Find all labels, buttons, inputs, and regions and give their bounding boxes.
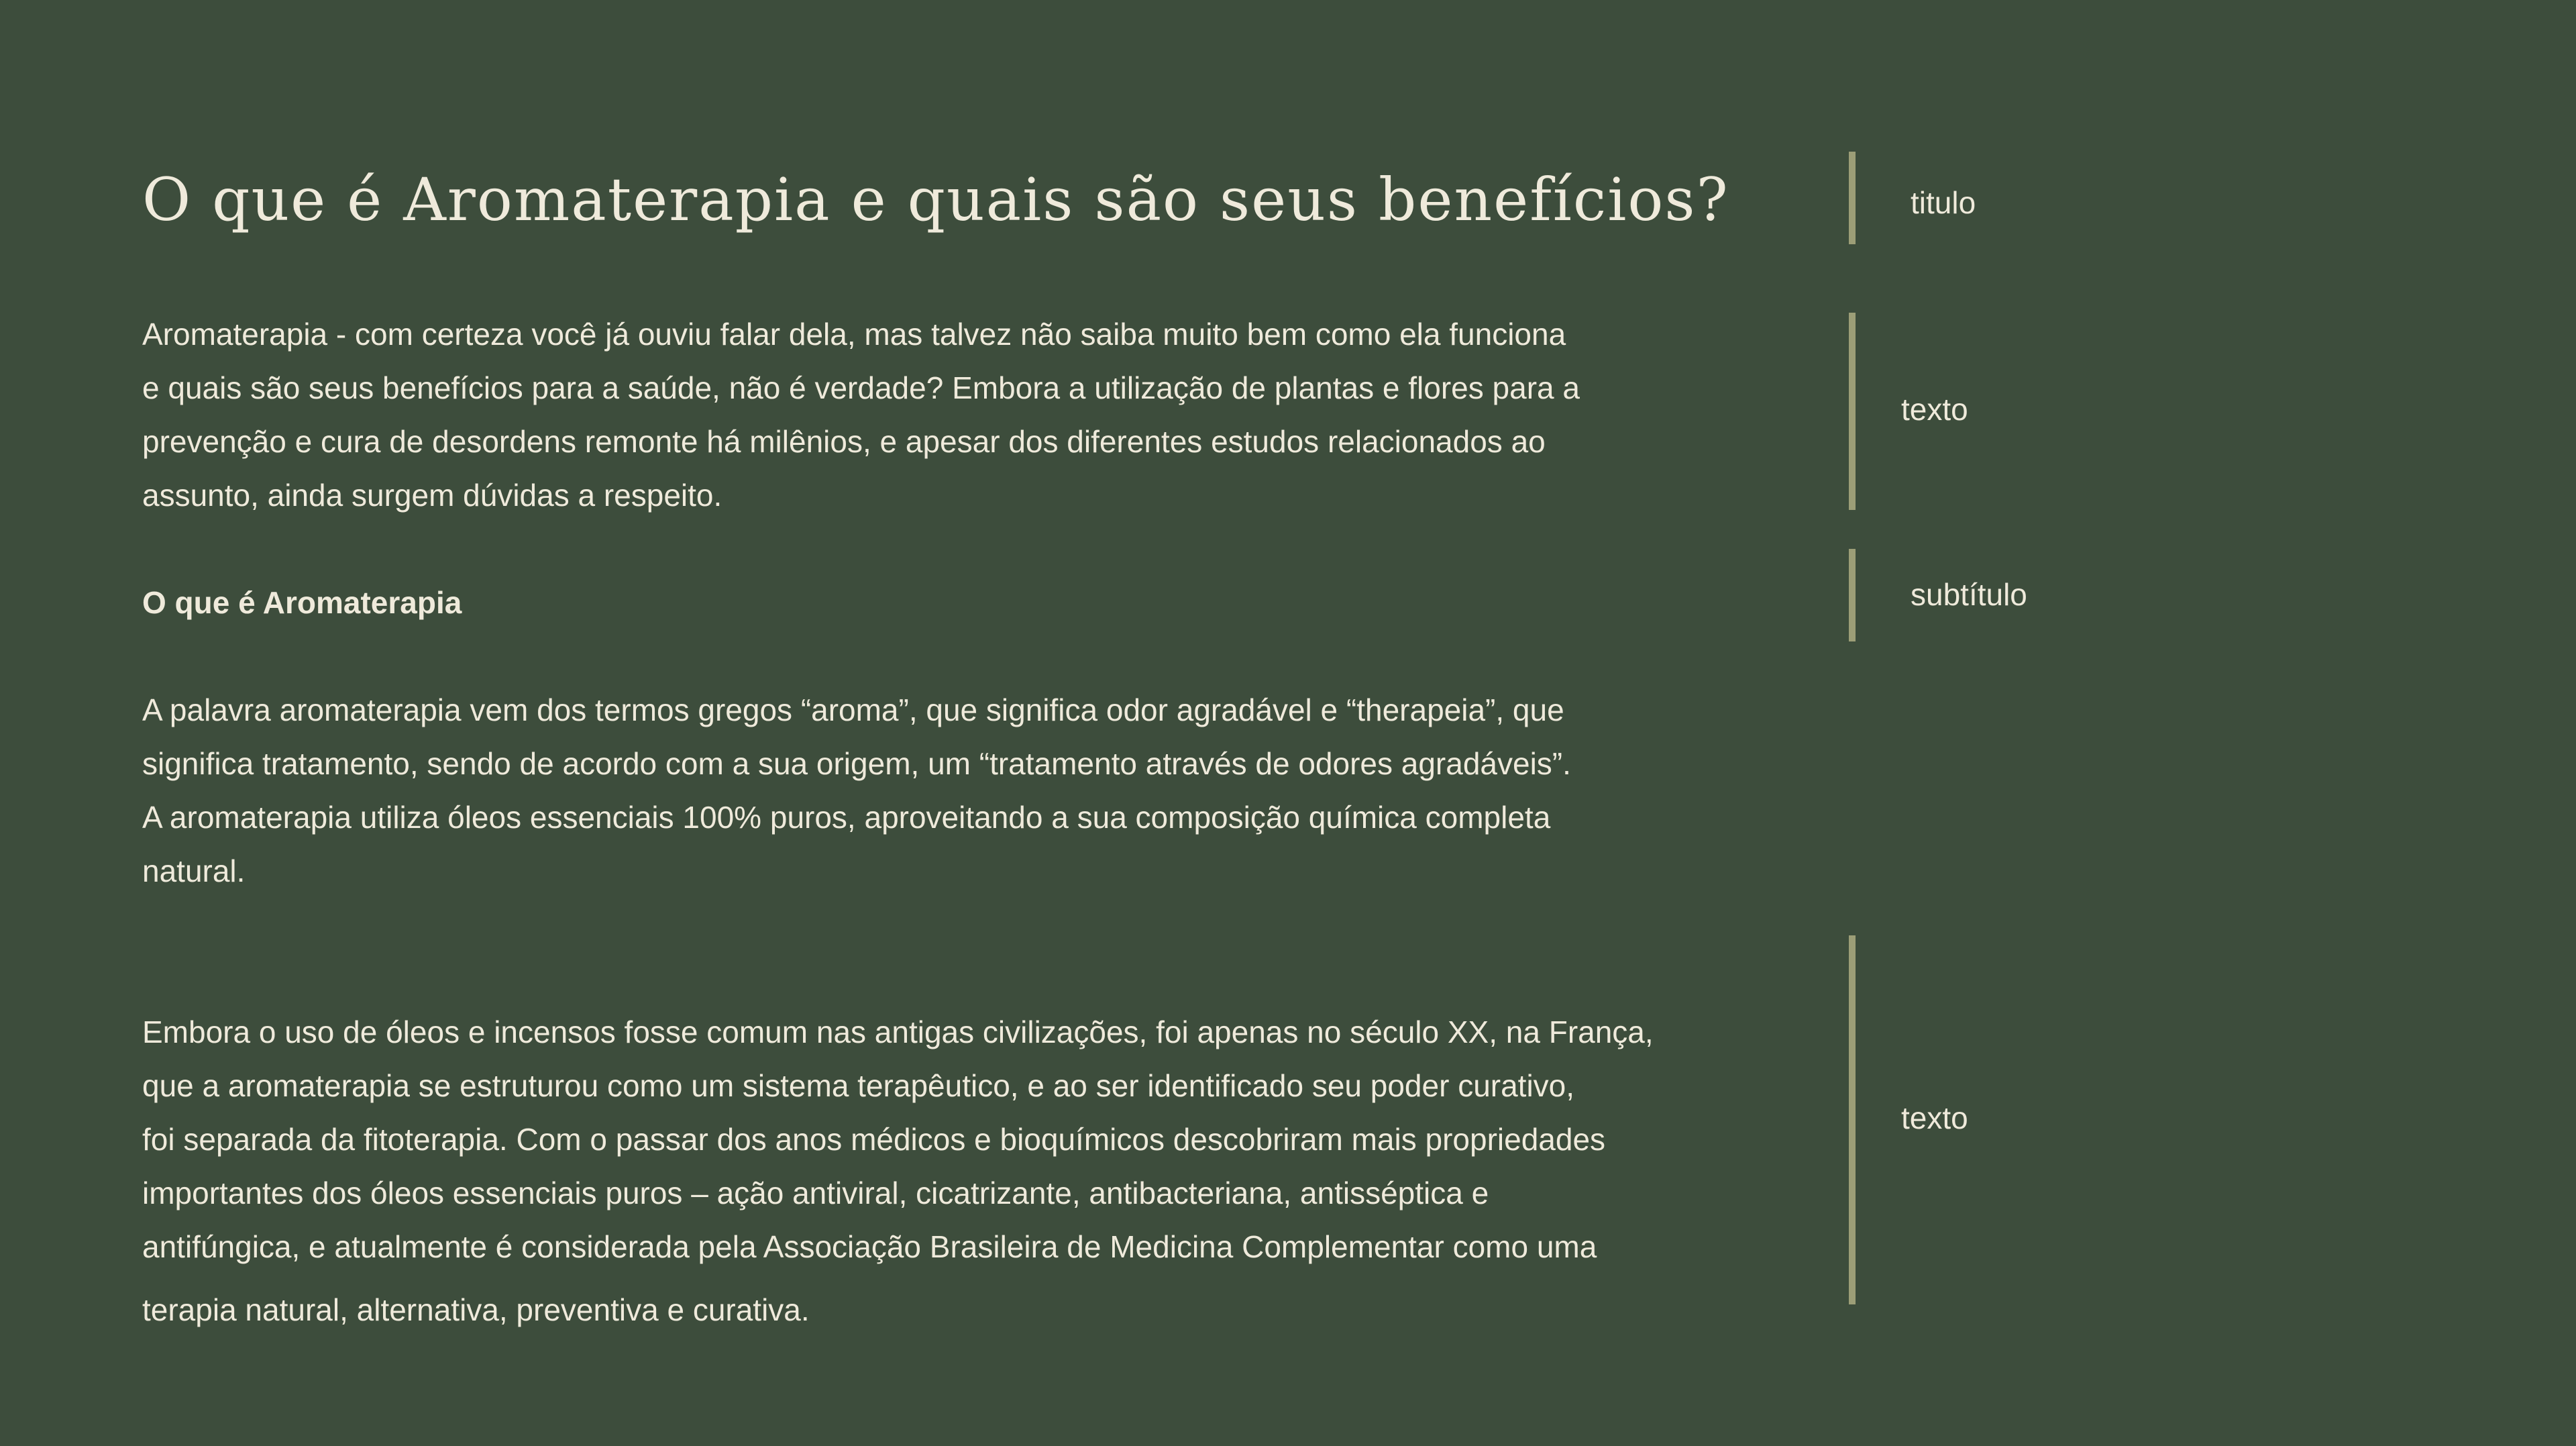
subtitle-marker-bar [1849,549,1856,641]
section-subtitle: O que é Aromaterapia [142,585,462,620]
history-paragraph-body: Embora o uso de óleos e incensos fosse comum nas antigas civilizações, foi apenas no século XX, na França, que a aromaterapia se estruturou como um sistema terapêutico, e ao ser identificado seu poder curativo, foi separada da fitoterapia. Com o passar dos anos médicos e bioquímicos descobriram mais propriedades importantes dos óleos essenciais puros – ação antiviral, cicatrizante, antibacteriana, antisséptica e antifúngica, e atualmente é considerada pela Associação Brasileira de Medicina Complementar como uma [142,1015,1654,1264]
title-marker-label: titulo [1911,185,1976,220]
intro-paragraph: Aromaterapia - com certeza você já ouviu falar dela, mas talvez não saiba muito bem como ela funciona e quais são seus benefícios para a saúde, não é verdade? Embora a utilização de plantas e flores para a prevenção e cura de desordens remonte há milênios, e apesar dos diferentes estudos relacionados ao assunto, ainda surgem dúvidas a respeito. [142,317,1580,513]
history-paragraph [142,951,1833,1390]
definition-paragraph: A palavra aromaterapia vem dos termos gregos “aroma”, que significa odor agradável e “therapeia”, que significa tratamento, sendo de acordo com a sua origem, um “tratamento através de odores agradáveis”. A aromaterapia utiliza óleos essenciais 100% puros, aproveitando a sua composição química completa natural. [142,692,1571,888]
text-marker-label: texto [1901,392,1968,427]
text-marker-bar [1849,313,1856,510]
subtitle-marker-label: subtítulo [1911,577,2027,612]
text-marker-label-secondary: texto [1901,1100,1968,1135]
history-paragraph-last-line: terapia natural, alternativa, preventiva e curativa. [142,1292,810,1327]
page-title: O que é Aromaterapia e quais são seus benefícios? [142,165,1729,234]
title-marker-bar [1849,152,1856,244]
text-marker-bar-secondary [1849,935,1856,1304]
